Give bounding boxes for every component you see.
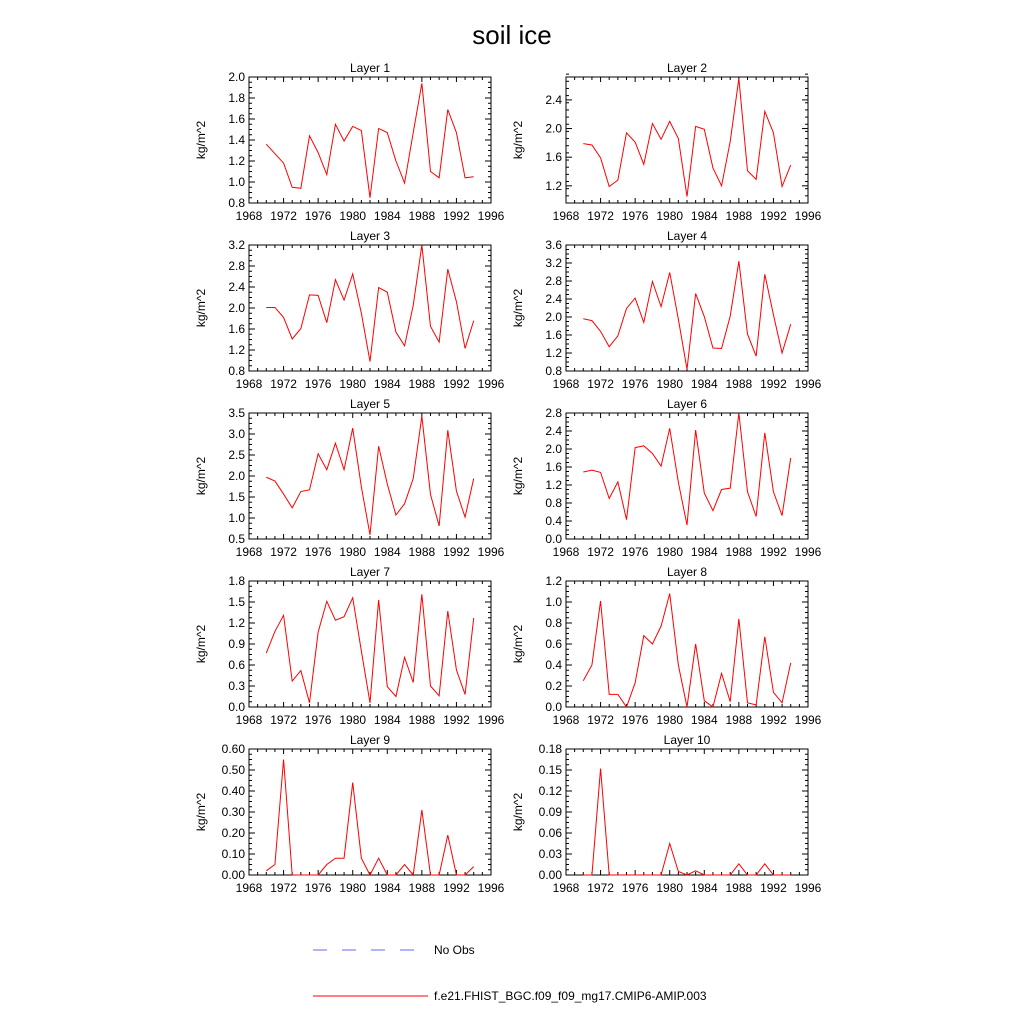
- x-tick-label: 1984: [690, 377, 718, 391]
- panel-layer-9: [194, 733, 505, 895]
- y-tick-label: 1.4: [228, 133, 245, 147]
- y-tick-label: 2.0: [228, 70, 245, 84]
- x-tick-label: 1992: [443, 545, 470, 559]
- x-tick-label: 1972: [587, 881, 614, 895]
- y-tick-label: 1.6: [228, 322, 245, 336]
- y-tick-label: 1.2: [545, 178, 562, 193]
- x-tick-label: 1988: [408, 377, 436, 391]
- panel-layer-10: [511, 733, 822, 895]
- panel-layer-4: [511, 229, 822, 391]
- y-tick-label: 0.12: [538, 784, 562, 798]
- y-tick-label: 2.0: [545, 121, 562, 136]
- x-tick-label: 1984: [690, 209, 718, 223]
- y-tick-label: 2.0: [545, 442, 562, 456]
- panel-title: Layer 1: [349, 61, 391, 75]
- series-line: [266, 245, 473, 362]
- y-tick-label: 0.10: [221, 847, 245, 861]
- y-tick-label: 3.0: [228, 427, 245, 441]
- y-axis-label: kg/m^2: [511, 624, 525, 664]
- x-tick-label: 1972: [270, 209, 297, 223]
- y-tick-label: 1.8: [228, 91, 245, 105]
- y-tick-label: 1.0: [228, 511, 245, 525]
- x-tick-label: 1980: [656, 713, 684, 727]
- y-tick-label: 0.8: [228, 364, 245, 378]
- x-tick-label: 1976: [621, 881, 649, 895]
- series-line: [583, 769, 790, 875]
- plot-frame: [249, 581, 491, 707]
- x-tick-label: 1996: [477, 209, 505, 223]
- x-tick-label: 1984: [373, 209, 401, 223]
- x-tick-label: 1968: [235, 713, 263, 727]
- panel-title: Layer 8: [666, 565, 708, 579]
- panel-title: Layer 3: [349, 229, 391, 243]
- y-tick-label: 0.40: [221, 784, 245, 798]
- y-tick-label: 3.2: [545, 256, 562, 270]
- x-tick-label: 1968: [235, 881, 263, 895]
- y-axis-label: kg/m^2: [511, 456, 525, 496]
- y-axis-label: kg/m^2: [194, 288, 208, 328]
- y-tick-label: 3.6: [545, 238, 562, 252]
- x-tick-label: 1988: [408, 713, 436, 727]
- x-tick-label: 1980: [656, 545, 684, 559]
- x-tick-label: 1988: [725, 377, 753, 391]
- x-tick-label: 1988: [408, 545, 436, 559]
- panel-title: Layer 10: [663, 733, 711, 747]
- x-tick-label: 1984: [690, 881, 718, 895]
- x-tick-label: 1988: [725, 881, 753, 895]
- x-tick-label: 1984: [690, 545, 718, 559]
- x-tick-label: 1976: [621, 377, 649, 391]
- x-tick-label: 1996: [794, 881, 822, 895]
- x-tick-label: 1976: [304, 881, 332, 895]
- series-line: [583, 261, 790, 369]
- y-tick-label: 0.09: [538, 805, 562, 819]
- x-tick-label: 1980: [656, 881, 684, 895]
- y-tick-label: 0.20: [221, 826, 245, 840]
- x-tick-label: 1992: [443, 377, 470, 391]
- y-tick-label: 1.2: [545, 574, 562, 588]
- x-tick-label: 1976: [621, 545, 649, 559]
- x-tick-label: 1980: [339, 881, 367, 895]
- x-tick-label: 1968: [552, 713, 580, 727]
- x-tick-label: 1984: [373, 545, 401, 559]
- x-tick-label: 1996: [794, 713, 822, 727]
- x-tick-label: 1972: [587, 545, 614, 559]
- y-tick-label: 1.8: [228, 574, 245, 588]
- x-tick-label: 1972: [270, 881, 297, 895]
- x-tick-label: 1972: [587, 713, 614, 727]
- x-tick-label: 1968: [235, 377, 263, 391]
- y-tick-label: 1.2: [228, 343, 245, 357]
- x-tick-label: 1992: [760, 377, 787, 391]
- panel-layer-1: [194, 61, 505, 223]
- y-tick-label: 0.50: [221, 763, 245, 777]
- x-tick-label: 1972: [270, 377, 297, 391]
- y-tick-label: 0.4: [545, 514, 562, 528]
- x-tick-label: 1996: [477, 713, 505, 727]
- series-line: [583, 413, 790, 525]
- plot-frame: [566, 581, 808, 707]
- y-tick-label: 0.15: [538, 763, 562, 777]
- y-axis-label: kg/m^2: [511, 120, 525, 160]
- x-tick-label: 1992: [443, 881, 470, 895]
- y-tick-label: 0.30: [221, 805, 245, 819]
- y-tick-label: 0.8: [545, 496, 562, 510]
- y-tick-label: 0.8: [228, 196, 245, 210]
- x-tick-label: 1996: [794, 209, 822, 223]
- y-tick-label: 0.06: [538, 826, 562, 840]
- panel-title: Layer 2: [666, 61, 708, 75]
- chart-title: soil ice: [472, 20, 552, 50]
- y-tick-label: 2.5: [228, 448, 245, 462]
- y-tick-label: 1.0: [545, 595, 562, 609]
- y-tick-label: 1.5: [228, 490, 245, 504]
- legend-label: f.e21.FHIST_BGC.f09_f09_mg17.CMIP6-AMIP.003: [434, 989, 707, 1003]
- x-tick-label: 1984: [373, 881, 401, 895]
- y-axis-label: kg/m^2: [194, 456, 208, 496]
- y-tick-label: 0.5: [228, 532, 245, 546]
- y-tick-label: 2.8: [545, 406, 562, 420]
- y-tick-label: 1.0: [228, 175, 245, 189]
- panel-title: Layer 7: [349, 565, 391, 579]
- x-tick-label: 1992: [760, 881, 787, 895]
- panel-layer-6: [511, 397, 822, 559]
- y-axis-label: kg/m^2: [511, 288, 525, 328]
- x-tick-label: 1992: [443, 713, 470, 727]
- x-tick-label: 1976: [621, 713, 649, 727]
- x-tick-label: 1972: [270, 713, 297, 727]
- x-tick-label: 1980: [656, 209, 684, 223]
- y-tick-label: 1.2: [228, 616, 245, 630]
- y-tick-label: 1.6: [228, 112, 245, 126]
- x-tick-label: 1984: [373, 377, 401, 391]
- legend: [313, 943, 707, 1003]
- x-tick-label: 1980: [339, 545, 367, 559]
- x-tick-label: 1968: [235, 545, 263, 559]
- series-line: [266, 416, 473, 534]
- panel-layer-5: [194, 397, 505, 559]
- y-tick-label: 0.2: [545, 679, 562, 693]
- y-tick-label: 1.5: [228, 595, 245, 609]
- y-tick-label: 2.4: [545, 424, 562, 438]
- x-tick-label: 1988: [725, 209, 753, 223]
- y-tick-label: 1.6: [545, 460, 562, 474]
- series-line: [583, 594, 790, 707]
- x-tick-label: 1996: [794, 377, 822, 391]
- x-tick-label: 1972: [587, 377, 614, 391]
- y-axis-label: kg/m^2: [194, 120, 208, 160]
- series-line: [266, 760, 473, 876]
- plot-frame: [249, 245, 491, 371]
- y-tick-label: 2.0: [228, 469, 245, 483]
- x-tick-label: 1980: [339, 377, 367, 391]
- x-tick-label: 1988: [408, 209, 436, 223]
- x-tick-label: 1992: [443, 209, 470, 223]
- x-tick-label: 1996: [477, 377, 505, 391]
- y-tick-label: 0.00: [538, 868, 562, 882]
- y-tick-label: 0.60: [221, 742, 245, 756]
- plot-frame: [566, 749, 808, 875]
- x-tick-label: 1972: [587, 209, 614, 223]
- x-tick-label: 1976: [304, 377, 332, 391]
- panel-title: Layer 4: [666, 229, 708, 243]
- y-tick-label: 0.9: [228, 637, 245, 651]
- y-axis-label: kg/m^2: [194, 624, 208, 664]
- y-tick-label: 0.0: [545, 700, 562, 714]
- legend-entry-1: [313, 943, 475, 957]
- y-tick-label: 0.8: [545, 616, 562, 630]
- legend-entry-2: [313, 989, 707, 1003]
- y-tick-label: 3.2: [228, 238, 245, 252]
- x-tick-label: 1988: [725, 713, 753, 727]
- y-tick-label: 0.0: [228, 700, 245, 714]
- y-tick-label: 2.4: [545, 92, 562, 107]
- plot-frame: [566, 77, 808, 203]
- x-tick-label: 1988: [408, 881, 436, 895]
- x-tick-label: 1980: [339, 209, 367, 223]
- y-tick-label: 0.6: [228, 658, 245, 672]
- y-tick-label: 0.00: [221, 868, 245, 882]
- y-tick-label: 1.2: [545, 346, 562, 360]
- y-tick-label: 2.0: [228, 301, 245, 315]
- legend-label: No Obs: [434, 943, 475, 957]
- y-tick-label: 2.4: [545, 292, 562, 306]
- x-tick-label: 1968: [552, 377, 580, 391]
- series-line: [266, 594, 473, 703]
- panels-group: [194, 61, 822, 895]
- x-tick-label: 1996: [477, 545, 505, 559]
- panel-title: Layer 6: [666, 397, 708, 411]
- y-tick-label: 0.4: [545, 658, 562, 672]
- x-tick-label: 1968: [552, 545, 580, 559]
- y-tick-label: 1.2: [228, 154, 245, 168]
- plot-frame: [249, 77, 491, 203]
- x-tick-label: 1972: [270, 545, 297, 559]
- x-tick-label: 1968: [235, 209, 263, 223]
- y-axis-label: kg/m^2: [194, 792, 208, 832]
- y-tick-label: 0.0: [545, 532, 562, 546]
- y-tick-label: 0.8: [545, 364, 562, 378]
- x-tick-label: 1984: [690, 713, 718, 727]
- x-tick-label: 1992: [760, 209, 787, 223]
- y-tick-label: 3.5: [228, 406, 245, 420]
- x-tick-label: 1976: [621, 209, 649, 223]
- y-tick-label: 0.03: [538, 847, 562, 861]
- x-tick-label: 1996: [477, 881, 505, 895]
- panel-title: Layer 9: [349, 733, 391, 747]
- y-tick-label: 1.6: [545, 328, 562, 342]
- x-tick-label: 1968: [552, 209, 580, 223]
- x-tick-label: 1976: [304, 713, 332, 727]
- y-axis-label: kg/m^2: [511, 792, 525, 832]
- y-tick-label: 1.6: [545, 150, 562, 165]
- y-tick-label: 0.3: [228, 679, 245, 693]
- panel-layer-7: [194, 565, 505, 727]
- x-tick-label: 1976: [304, 209, 332, 223]
- plot-frame: [249, 749, 491, 875]
- y-tick-label: 1.2: [545, 478, 562, 492]
- x-tick-label: 1984: [373, 713, 401, 727]
- x-tick-label: 1996: [794, 545, 822, 559]
- y-tick-label: 0.6: [545, 637, 562, 651]
- x-tick-label: 1992: [760, 713, 787, 727]
- y-tick-label: 2.8: [545, 274, 562, 288]
- y-tick-label: 0.18: [538, 742, 562, 756]
- panel-layer-2: [511, 61, 822, 223]
- series-line: [266, 83, 473, 197]
- y-tick-label: 2.8: [228, 259, 245, 273]
- y-tick-label: 2.4: [228, 280, 245, 294]
- x-tick-label: 1988: [725, 545, 753, 559]
- series-line: [583, 78, 790, 196]
- y-tick-label: 2.0: [545, 310, 562, 324]
- panel-title: Layer 5: [349, 397, 391, 411]
- panel-layer-3: [194, 229, 505, 391]
- x-tick-label: 1980: [339, 713, 367, 727]
- x-tick-label: 1980: [656, 377, 684, 391]
- x-tick-label: 1992: [760, 545, 787, 559]
- x-tick-label: 1976: [304, 545, 332, 559]
- x-tick-label: 1968: [552, 881, 580, 895]
- panel-layer-8: [511, 565, 822, 727]
